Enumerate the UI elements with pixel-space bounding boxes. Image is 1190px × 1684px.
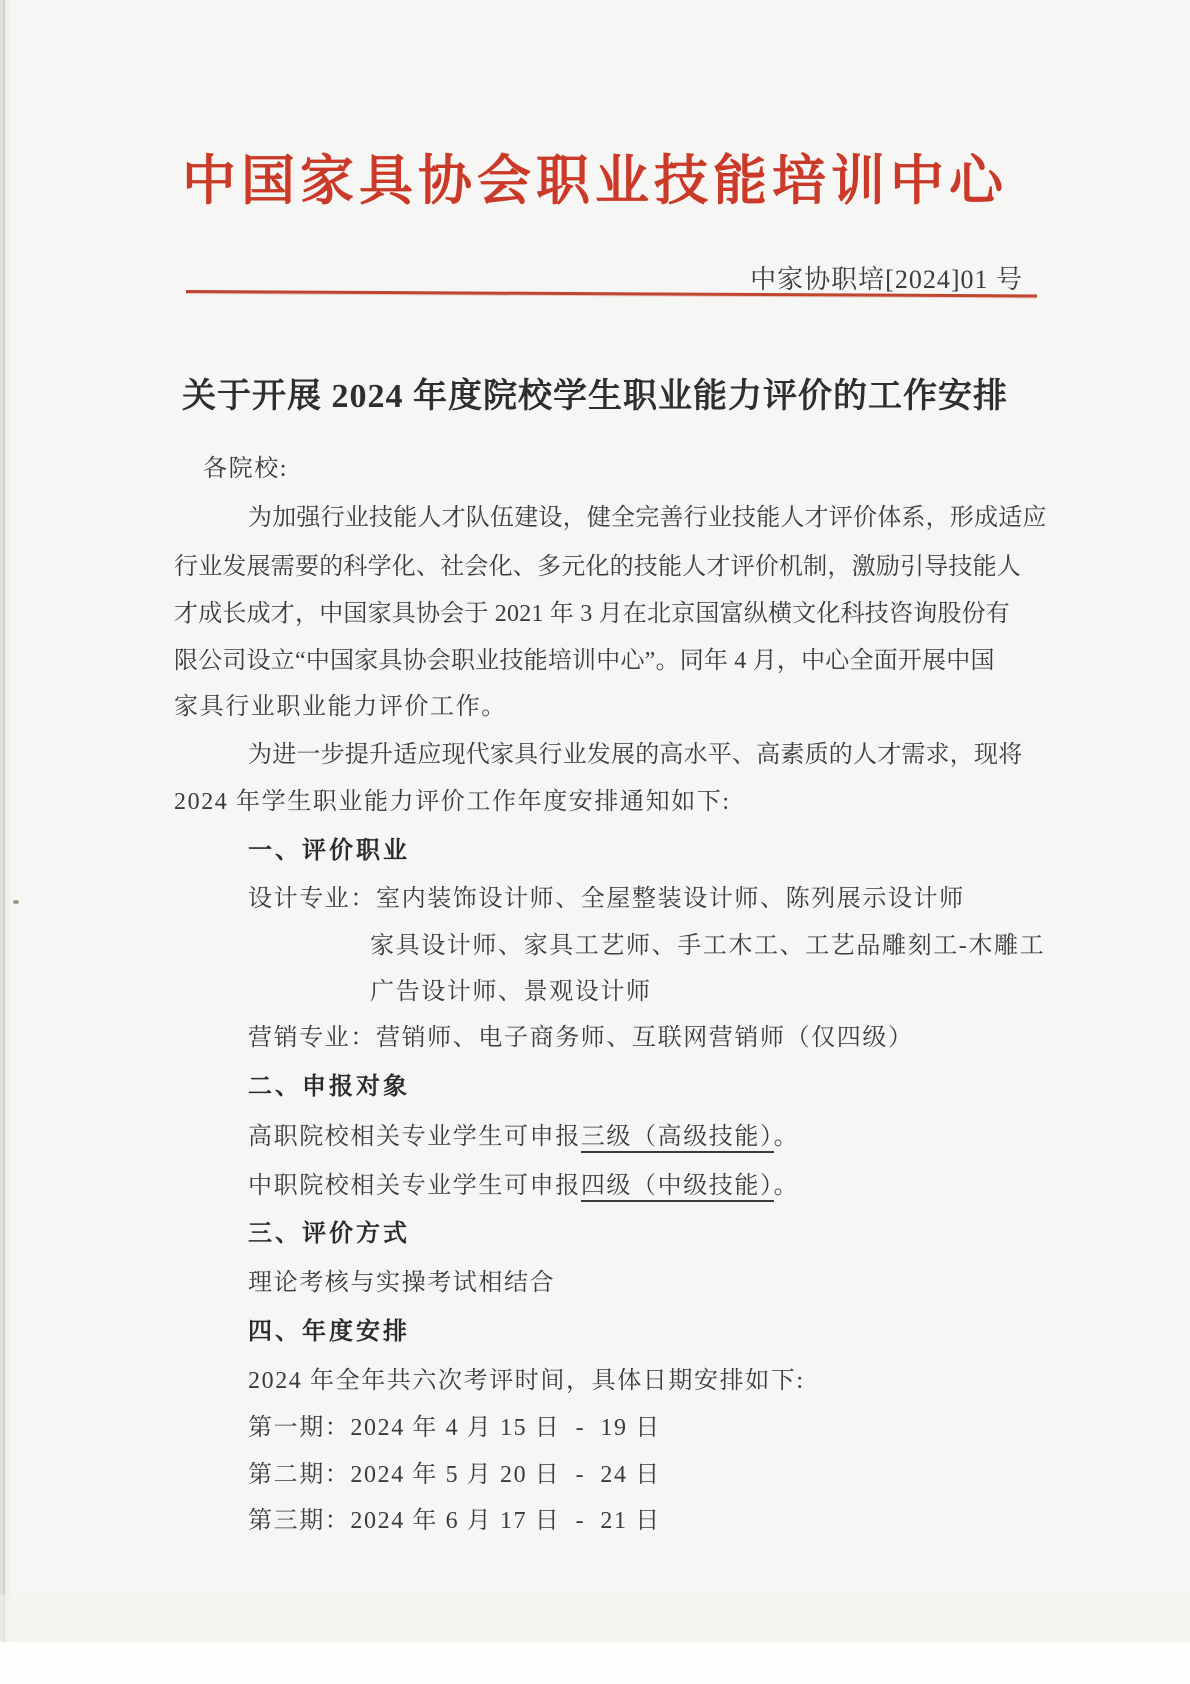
scan-page-edge [0,0,12,1684]
section-heading [248,835,410,867]
text-segment: 行业发展需要的科学化、社会化、多元化的技能人才评价机制，激励引导技能人 [174,554,1021,580]
scan-bottom-shade [0,1594,1190,1642]
body-line [174,598,1010,630]
text-segment: 营销专业：营销师、电子商务师、互联网营销师（仅四级） [248,1025,914,1051]
text-segment: 家具行业职业能力评价工作。 [174,694,507,720]
text-segment: 中职院校相关专业学生可申报 [248,1173,581,1199]
section-heading [248,1071,410,1103]
text-segment: 才成长成才，中国家具协会于 2021 年 3 月在北京国富纵横文化科技咨询股份有 [174,601,1010,627]
body-line [248,502,1047,534]
underlined-text: 三级（高级技能） [581,1124,774,1153]
body-line [248,1121,799,1153]
text-segment: 第三期：2024 年 6 月 17 日 - 21 日 [248,1508,661,1534]
body-line [248,739,1022,771]
text-segment: 三、评价方式 [248,1220,410,1247]
body-line [174,645,995,677]
body-line [203,453,288,485]
text-segment: 第一期：2024 年 4 月 15 日 - 19 日 [248,1415,661,1441]
body-line [248,1365,805,1397]
text-segment: 为加强行业技能人才队伍建设，健全完善行业技能人才评价体系，形成适应 [248,505,1047,531]
scan-bottom-band [0,1642,1190,1684]
body-line [248,1412,661,1444]
text-segment: 为进一步提升适应现代家具行业发展的高水平、高素质的人才需求，现将 [248,742,1023,768]
section-heading [248,1218,410,1250]
body-line [174,691,507,723]
body-line [248,1459,661,1491]
text-segment: 设计专业：室内装饰设计师、全屋整装设计师、陈列展示设计师 [248,886,965,912]
text-segment: 各院校: [203,456,289,482]
text-segment: 四、年度安排 [248,1318,410,1345]
organization-title: 中国家具协会职业技能培训中心 [182,151,1008,211]
document-number: 中家协职培[2024]01 号 [750,265,1023,294]
text-segment: 。 [773,1173,800,1199]
text-segment: 一、评价职业 [248,837,410,864]
body-line [248,1022,914,1054]
text-segment: 家具设计师、家具工艺师、手工木工、工艺品雕刻工-木雕工 [370,933,1046,959]
text-segment: 高职院校相关专业学生可申报 [248,1124,581,1150]
text-segment: 限公司设立“中国家具协会职业技能培训中心”。同年 4 月，中心全面开展中国 [174,648,995,674]
body-line [370,930,1045,962]
body-line [248,883,965,915]
scan-speck [13,900,19,904]
section-heading [248,1316,410,1348]
body-line [248,1505,661,1537]
text-segment: 理论考核与实操考试相结合 [248,1270,556,1296]
underlined-text: 四级（中级技能） [581,1173,774,1202]
body-line [370,976,652,1008]
text-segment: 广告设计师、景观设计师 [370,979,652,1005]
scan-page-edge-line [3,0,5,1684]
document-title: 关于开展 2024 年度院校学生职业能力评价的工作安排 [182,378,1008,415]
text-segment: 。 [773,1124,800,1150]
text-segment: 2024 年学生职业能力评价工作年度安排通知如下: [174,789,731,815]
text-segment: 二、申报对象 [248,1073,410,1100]
body-line [248,1267,555,1299]
body-line [248,1170,799,1202]
text-segment: 第二期：2024 年 5 月 20 日 - 24 日 [248,1462,661,1488]
body-line [174,786,731,818]
body-line [174,551,1021,583]
text-segment: 2024 年全年共六次考评时间，具体日期安排如下: [248,1368,805,1394]
